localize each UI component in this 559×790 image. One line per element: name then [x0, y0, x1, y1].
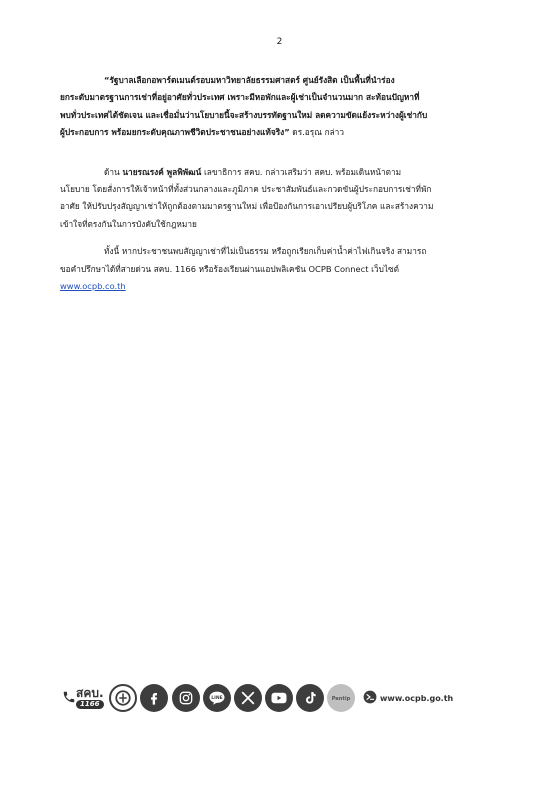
hotline-name: สคบ.	[76, 686, 104, 700]
paragraph-line: อาศัย ให้ปรับปรุงสัญญาเช่าให้ถูกต้องตามมาตรฐานใหม่ เพื่อป้องกันการเอาเปรียบผู้บริโภค และสร้างความ	[60, 201, 434, 212]
paragraph-line: เข้าใจที่ตรงกันในการบังคับใช้กฎหมาย	[60, 218, 197, 229]
tiktok-icon[interactable]	[296, 684, 324, 712]
quote-line: “รัฐบาลเลือกอพาร์ตเมนต์รอบมหาวิทยาลัยธรรมศาสตร์ ศูนย์รังสิต เป็นพื้นที่นำร่อง	[104, 75, 395, 85]
document-body	[60, 72, 505, 295]
facebook-icon[interactable]	[140, 684, 168, 712]
web-icon	[363, 689, 377, 708]
instagram-icon[interactable]	[172, 684, 200, 712]
hotline-badge[interactable]	[62, 687, 104, 709]
paragraph-line	[60, 278, 505, 295]
prefix-text: ด้าน	[104, 166, 123, 177]
hotline-number: 1166	[76, 700, 103, 709]
quote-line-last	[60, 124, 505, 141]
paragraph-line	[60, 164, 505, 181]
ocpb-logo-icon[interactable]	[109, 684, 137, 712]
quote-line-text: ผู้ประกอบการ พร้อมยกระดับคุณภาพชีวิตประชาชนอย่างแท้จริง”	[60, 127, 290, 138]
line-icon-label: LINE	[210, 696, 223, 702]
website-badge[interactable]	[363, 689, 453, 708]
line-icon[interactable]	[203, 684, 231, 712]
hotline-text	[76, 687, 104, 709]
website-link[interactable]: www.ocpb.co.th	[60, 281, 126, 292]
secretary-paragraph	[60, 164, 505, 234]
social-footer	[62, 680, 504, 716]
contact-paragraph	[60, 243, 505, 295]
line-rest-text: เลขาธิการ สคบ. กล่าวเสริมว่า สคบ. พร้อมเดินหน้าตาม	[201, 166, 402, 177]
pantip-icon-label: Pantip	[332, 696, 351, 703]
quote-paragraph	[60, 72, 505, 142]
phone-icon	[62, 689, 76, 708]
quote-line: ยกระดับมาตรฐานการเช่าที่อยู่อาศัยทั่วประเทศ เพราะมีหอพักและผู้เช่าเป็นจำนวนมาก สะท้อนปัญหาที่	[60, 92, 420, 103]
website-text: www.ocpb.go.th	[380, 693, 454, 703]
paragraph-line: นโยบาย โดยสั่งการให้เจ้าหน้าที่ทั้งส่วนกลางและภูมิภาค ประชาสัมพันธ์และกวดขันผู้ประกอบการเช่าที่พัก	[60, 184, 432, 195]
x-icon[interactable]	[234, 684, 262, 712]
secretary-name: นายรณรงค์ พูลพิพัฒน์	[122, 166, 202, 177]
youtube-icon[interactable]	[265, 684, 293, 712]
quote-attribution: ดร.อรุณ กล่าว	[289, 127, 344, 138]
paragraph-line: ขอคำปรึกษาได้ที่สายด่วน สคบ. 1166 หรือร้องเรียนผ่านแอปพลิเคชัน OCPB Connect เว็บไซต์	[60, 263, 400, 274]
pantip-icon[interactable]	[327, 684, 355, 712]
page-number: 2	[276, 37, 283, 47]
paragraph-line: ทั้งนี้ หากประชาชนพบสัญญาเช่าที่ไม่เป็นธรรม หรือถูกเรียกเก็บค่าน้ำค่าไฟเกินจริง สามารถ	[104, 246, 427, 257]
quote-line: พบทั่วประเทศได้ชัดเจน และเชื่อมั่นว่านโยบายนี้จะสร้างบรรทัดฐานใหม่ ลดความขัดแย้งระหว่างผู้เช่ากับ	[60, 109, 428, 120]
